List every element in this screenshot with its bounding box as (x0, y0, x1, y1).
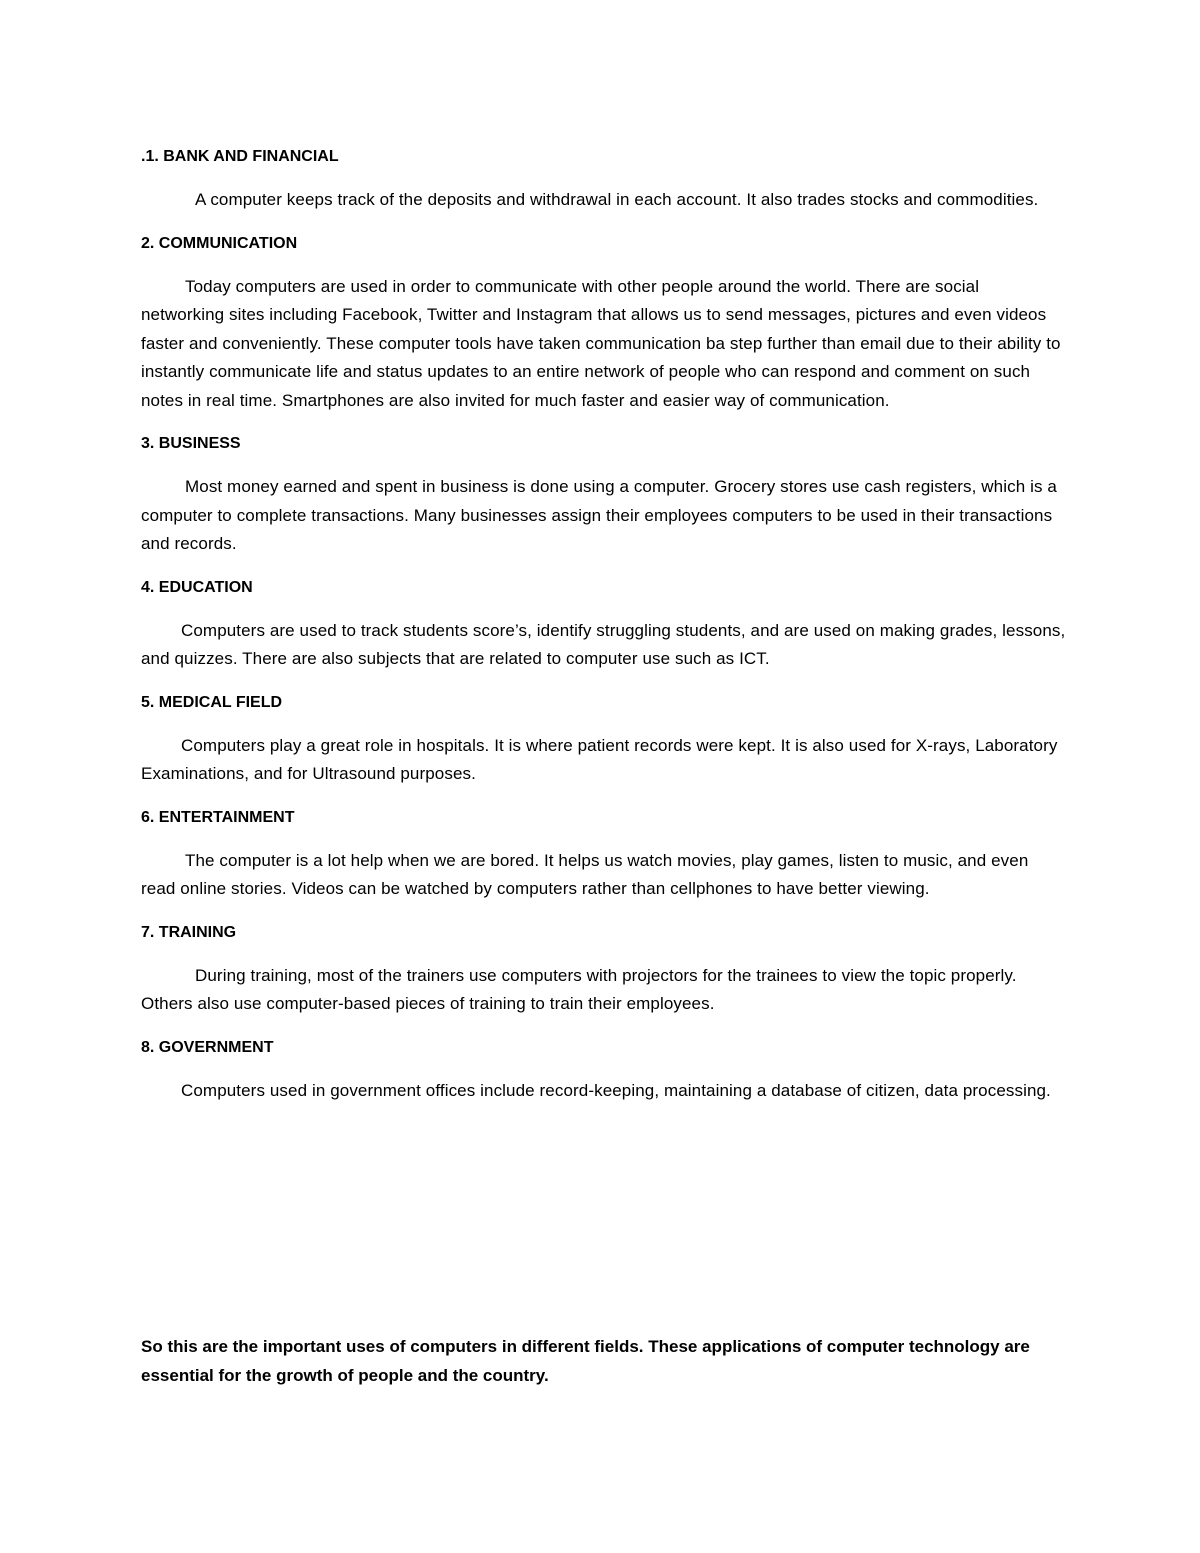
section-heading-medical-field: 5. MEDICAL FIELD (141, 693, 283, 711)
section-body-education: Computers are used to track students score’s, identify struggling students, and are used on making grades, lessons, and quizzes. There are also subjects that are related to computer use such as ICT. (141, 620, 1066, 668)
section-heading-entertainment: 6. ENTERTAINMENT (141, 808, 295, 826)
section-heading-communication: 2. COMMUNICATION (141, 234, 298, 252)
section-body-communication: Today computers are used in order to communicate with other people around the world. There are social networking sites including Facebook, Twitter and Instagram that allows us to send messages, pictures and even videos faster and conveniently. These computer tools have taken communication ba step further than email due to their ability to instantly communicate life and status updates to an entire network of people who can respond and comment on such notes in real time. Smartphones are also invited for much faster and easier way of communication. (141, 276, 1061, 410)
section-heading-business: 3. BUSINESS (141, 435, 241, 452)
section-heading-training: 7. TRAINING (141, 923, 237, 941)
document-body (141, 143, 1066, 1120)
section-body-training: During training, most of the trainers use computers with projectors for the trainees to view the topic properly. Others also use computer-based pieces of training to train their employees. (141, 965, 1017, 1013)
section-heading-education: 4. EDUCATION (141, 578, 253, 596)
section-heading-government: 8. GOVERNMENT (141, 1038, 274, 1056)
section-heading-bank-and-financial: .1. BANK AND FINANCIAL (141, 148, 339, 165)
section-body-bank-and-financial: A computer keeps track of the deposits and withdrawal in each account. It also trades stocks and commodities. (195, 190, 1039, 209)
section-body-government: Computers used in government offices include record-keeping, maintaining a database of citizen, data processing. (181, 1080, 1051, 1100)
section-body-medical-field: Computers play a great role in hospitals. It is where patient records were kept. It is also used for X-rays, Laboratory Examinations, and for Ultrasound purposes. (141, 735, 1058, 783)
section-body-entertainment: The computer is a lot help when we are bored. It helps us watch movies, play games, listen to music, and even read online stories. Videos can be watched by computers rather than cellphones to have better viewing. (141, 850, 1029, 898)
section-body-business: Most money earned and spent in business is done using a computer. Grocery stores use cash registers, which is a computer to complete transactions. Many businesses assign their employees computers to be used in their transactions and records. (141, 477, 1057, 553)
conclusion-paragraph: So this are the important uses of computers in different fields. These applications of computer technology are essential for the growth of people and the country. (141, 1337, 1030, 1385)
